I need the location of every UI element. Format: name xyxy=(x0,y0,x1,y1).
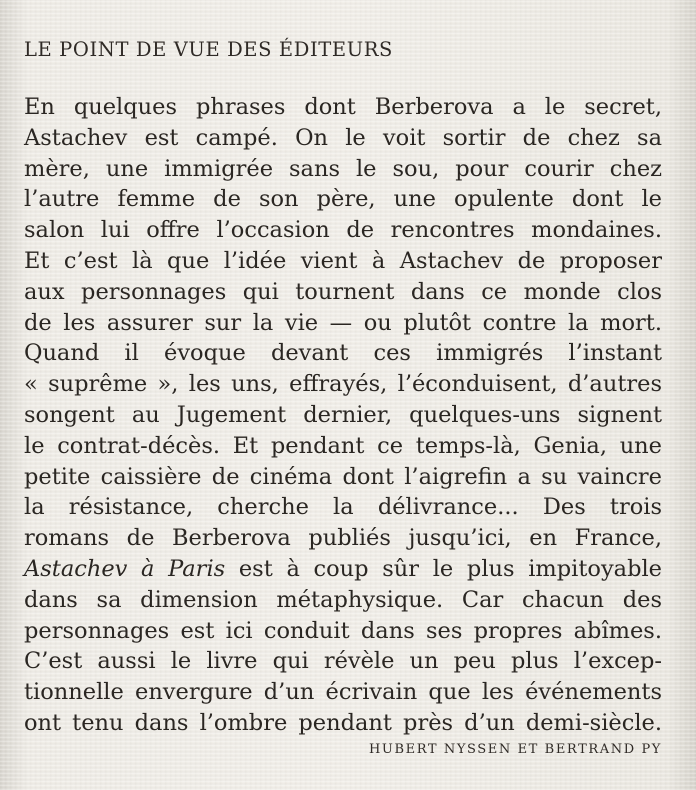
text-line: Et c’est là que l’idée vient à Astachev de proposer xyxy=(24,247,662,274)
text-line: personnages est ici conduit dans ses propres abîmes. xyxy=(24,617,662,644)
text-line: l’autre femme de son père, une opulente dont le xyxy=(24,186,662,213)
text-line: mère, une immigrée sans le sou, pour courir chez xyxy=(24,155,662,182)
text-line: romans de Berberova publiés jusqu’ici, en France, xyxy=(24,525,662,552)
text-line: la résistance, cherche la délivrance... Des trois xyxy=(24,494,662,521)
book-title: Astachev à Paris xyxy=(24,555,226,582)
signature: HUBERT NYSSEN ET BERTRAND PY xyxy=(368,742,662,757)
text-line: C’est aussi le livre qui révèle un peu plus l’excep- xyxy=(24,648,662,675)
text-line: tionnelle envergure d’un écrivain que les événements xyxy=(24,679,662,706)
page-header: LE POINT DE VUE DES ÉDITEURS xyxy=(24,38,393,61)
text-line: ont tenu dans l’ombre pendant près d’un demi-siècle. xyxy=(24,709,662,736)
text-line: songent au Jugement dernier, quelques-uns signent xyxy=(24,401,662,428)
text-line: « suprême », les uns, effrayés, l’éconduisent, d’autres xyxy=(24,371,662,398)
text-line: Quand il évoque devant ces immigrés l’instant xyxy=(24,340,662,367)
text-line: En quelques phrases dont Berberova a le secret, xyxy=(24,94,662,120)
text-line: de les assurer sur la vie — ou plutôt contre la mort. xyxy=(24,309,662,336)
body-text xyxy=(24,92,662,739)
text-line: aux personnages qui tournent dans ce monde clos xyxy=(24,278,662,305)
text-line: dans sa dimension métaphysique. Car chacun des xyxy=(24,586,662,613)
text-line: Astachev à Paris est à coup sûr le plus impitoyable xyxy=(24,555,662,582)
text-line: petite caissière de cinéma dont l’aigrefin a su vaincre xyxy=(24,463,662,490)
text-line: le contrat-décès. Et pendant ce temps-là, Genia, une xyxy=(24,432,662,459)
text-line: salon lui offre l’occasion de rencontres mondaines. xyxy=(24,217,662,244)
text-line: Astachev est campé. On le voit sortir de chez sa xyxy=(24,124,662,151)
